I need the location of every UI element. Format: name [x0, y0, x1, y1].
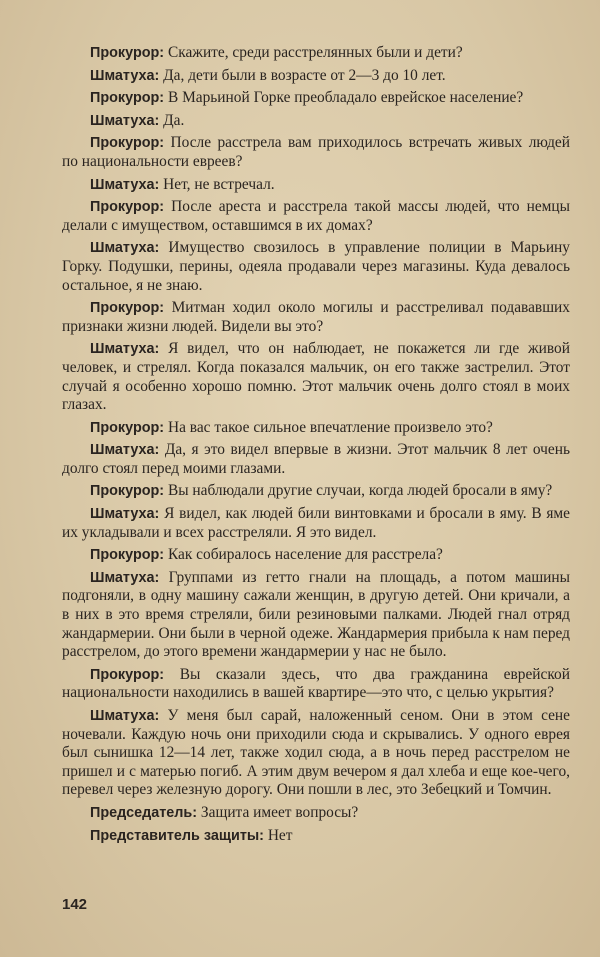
entry-17: [62, 666, 570, 703]
entry-20: [62, 827, 570, 846]
speaker-label: Прокурор:: [90, 199, 165, 216]
entry-18: [62, 707, 570, 800]
speaker-label: Шматуха:: [90, 341, 160, 358]
speaker-label: Прокурор:: [90, 483, 165, 500]
speaker-label: Председатель:: [90, 804, 198, 821]
speaker-label: Прокурор:: [90, 90, 165, 107]
speaker-label: Шматуха:: [90, 708, 160, 724]
entry-text: После расстрела вам приходилось встречать живых людей по национальности евреев?: [62, 134, 570, 170]
entry-19: [62, 804, 570, 823]
speaker-label: Прокурор:: [90, 45, 165, 61]
entry-text: Я видел, что он наблюдает, не покажется ли где живой человек, и стрелял. Когда показался мальчик, он его также застрелил. Этот случай я особенно хорошо помню. Этот мальчик очень долго стоял в моих глазах.: [62, 340, 570, 414]
speaker-label: Шматуха:: [90, 67, 160, 84]
speaker-label: Представитель защиты:: [90, 827, 264, 844]
entry-text: На вас такое сильное впечатление произвело это?: [167, 418, 493, 436]
entry-9: [62, 299, 570, 336]
entry-text: Да.: [163, 111, 185, 129]
speaker-label: Прокурор:: [90, 547, 165, 564]
entry-text: Да, я это видел впервые в жизни. Этот мальчик 8 лет очень долго стоял перед моими глазами.: [62, 441, 570, 477]
entry-2: [62, 67, 570, 86]
entry-5: [62, 134, 570, 171]
entry-13: [62, 482, 570, 501]
entry-6: [62, 176, 570, 195]
entry-text: Вы наблюдали другие случаи, когда людей бросали в яму?: [167, 482, 553, 500]
speaker-label: Шматуха:: [90, 112, 160, 129]
entry-16: [62, 569, 570, 662]
speaker-label: Шматуха:: [90, 240, 160, 257]
speaker-label: Шматуха:: [90, 506, 160, 523]
entry-1: [62, 44, 570, 63]
entry-text: Имущество свозилось в управление полиции в Марьину Горку. Подушки, перины, одеяла продавали через магазины. Куда девалось остальное, я не знаю.: [62, 239, 570, 294]
entry-8: [62, 239, 570, 295]
entry-text: Да, дети были в возрасте от 2—3 до 10 лет.: [163, 66, 446, 84]
entry-3: [62, 89, 570, 108]
entry-14: [62, 505, 570, 542]
entry-4: [62, 112, 570, 131]
entry-text: В Марьиной Горке преобладало еврейское население?: [167, 89, 524, 107]
entry-text: Нет, не встречал.: [163, 175, 275, 193]
speaker-label: Прокурор:: [90, 135, 165, 152]
speaker-label: Шматуха:: [90, 569, 160, 586]
entry-12: [62, 441, 570, 478]
entry-7: [62, 198, 570, 235]
entry-text: Митман ходил около могилы и расстреливал подававших признаки жизни людей. Видели вы это?: [62, 299, 570, 335]
transcript-text: [62, 44, 570, 849]
speaker-label: Шматуха:: [90, 442, 160, 459]
entry-text: Скажите, среди расстрелянных были и дети?: [167, 44, 463, 61]
entry-text: После ареста и расстрела такой массы людей, что немцы делали с имуществом, оставшимся в их домах?: [62, 198, 570, 234]
entry-10: [62, 340, 570, 414]
entry-text: Группами из гетто гнали на площадь, а потом машины подгоняли, в одну машину сажали женщин, в другую детей. Они кричали, а в них в это время стреляли, били резиновыми палками. Людей гнал отряд жандармерии. Они были в черной одеже. Жандармерия прибыла к нам перед расстрелом, до этого времени жандармерии у нас не было.: [62, 568, 570, 661]
speaker-label: Прокурор:: [90, 300, 165, 317]
entry-text: Защита имеет вопросы?: [200, 803, 359, 821]
entry-text: У меня был сарай, наложенный сеном. Они в этом сене ночевали. Каждую ночь они приходили сюда и скрывались. У одного еврея был сынишка 12—14 лет, также ходил сюда, а в ночь перед расстрелом не пришел и с матерью погиб. А этим двум вечером я дал хлеба и еще кое-чего, перевел через железную дорогу. Они пошли в лес, это Зебецкий и Томчин.: [62, 707, 570, 799]
speaker-label: Прокурор:: [90, 419, 165, 436]
entry-text: Нет: [267, 826, 293, 844]
entry-15: [62, 546, 570, 565]
entry-text: Вы сказали здесь, что два гражданина еврейской национальности находились в вашей квартире—это что, с целью укрытия?: [62, 665, 570, 702]
speaker-label: Прокурор:: [90, 666, 165, 683]
page-number: 142: [62, 896, 88, 913]
entry-text: Я видел, как людей били винтовками и бросали в яму. В яме их укладывали и всех расстреляли. Я это видел.: [62, 505, 570, 541]
speaker-label: Шматуха:: [90, 176, 160, 193]
entry-text: Как собиралось население для расстрела?: [167, 546, 443, 564]
entry-11: [62, 419, 570, 438]
